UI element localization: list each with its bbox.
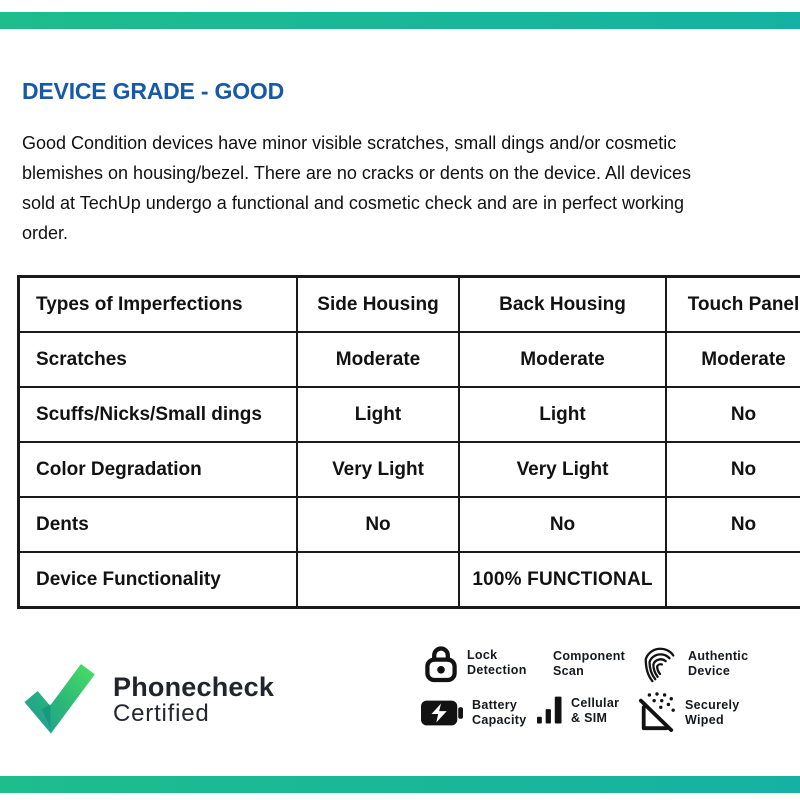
checkmark-icon xyxy=(24,662,100,739)
feature-label: Securely Wiped xyxy=(685,698,740,727)
bottom-accent-bar xyxy=(0,776,800,793)
cell-value: No xyxy=(297,497,459,552)
col-header-side-housing: Side Housing xyxy=(297,277,459,333)
feature-authentic-device xyxy=(641,643,748,685)
cell-value: No xyxy=(459,497,666,552)
signal-bars-icon xyxy=(537,696,562,726)
row-label: Scuffs/Nicks/Small dings xyxy=(19,387,298,442)
cell-value xyxy=(666,552,800,608)
feature-label: Battery Capacity xyxy=(472,698,527,727)
top-accent-bar xyxy=(0,12,800,29)
feature-label: Lock Detection xyxy=(467,648,527,677)
table-header xyxy=(19,277,800,333)
table-header-row xyxy=(19,277,800,333)
feature-label: Cellular & SIM xyxy=(571,696,620,725)
cell-value xyxy=(297,552,459,608)
wipe-icon xyxy=(638,692,676,734)
cell-value: No xyxy=(666,442,800,497)
cell-value: Moderate xyxy=(666,332,800,387)
feature-label: Authentic Device xyxy=(688,649,749,678)
table-row xyxy=(19,497,800,552)
page-title: DEVICE GRADE - GOOD xyxy=(22,78,285,104)
phonecheck-certified-badge xyxy=(24,662,274,739)
cell-value: Moderate xyxy=(297,332,459,387)
row-label: Color Degradation xyxy=(19,442,298,497)
cell-value: No xyxy=(666,497,800,552)
functional-status: 100% FUNCTIONAL xyxy=(459,552,666,608)
table-row xyxy=(19,442,800,497)
battery-icon xyxy=(421,700,463,726)
lock-icon xyxy=(424,643,458,683)
condition-description: Good Condition devices have minor visible scratches, small dings and/or cosmetic blemishes on housing/bezel. There are no cracks or dents on the device. All devices sold at TechUp undergo a functional and cosmetic check and are in perfect working order. xyxy=(22,133,692,243)
feature-battery-capacity xyxy=(421,698,527,728)
feature-cellular-sim xyxy=(537,696,619,726)
phonecheck-brand: Phonecheck xyxy=(113,672,275,703)
cell-value: No xyxy=(666,387,800,442)
cell-value: Very Light xyxy=(459,442,666,497)
table-row xyxy=(19,332,800,387)
cell-value: Light xyxy=(297,387,459,442)
feature-lock-detection xyxy=(424,643,527,683)
fingerprint-icon xyxy=(641,643,679,685)
cell-value: Light xyxy=(459,387,666,442)
phonecheck-text xyxy=(113,673,274,728)
phonecheck-tagline: Certified xyxy=(113,700,210,728)
feature-securely-wiped xyxy=(638,692,740,734)
col-header-back-housing: Back Housing xyxy=(459,277,666,333)
cell-value: Very Light xyxy=(297,442,459,497)
feature-component-scan xyxy=(553,649,625,679)
cell-value: Moderate xyxy=(459,332,666,387)
imperfections-table xyxy=(17,275,800,609)
feature-label: Component Scan xyxy=(553,649,626,678)
table-row xyxy=(19,387,800,442)
row-label: Scratches xyxy=(19,332,298,387)
row-label: Dents xyxy=(19,497,298,552)
col-header-touch-panel: Touch Panel xyxy=(666,277,800,333)
col-header-imperfections: Types of Imperfections xyxy=(19,277,298,333)
row-label: Device Functionality xyxy=(19,552,298,608)
table-row xyxy=(19,552,800,608)
